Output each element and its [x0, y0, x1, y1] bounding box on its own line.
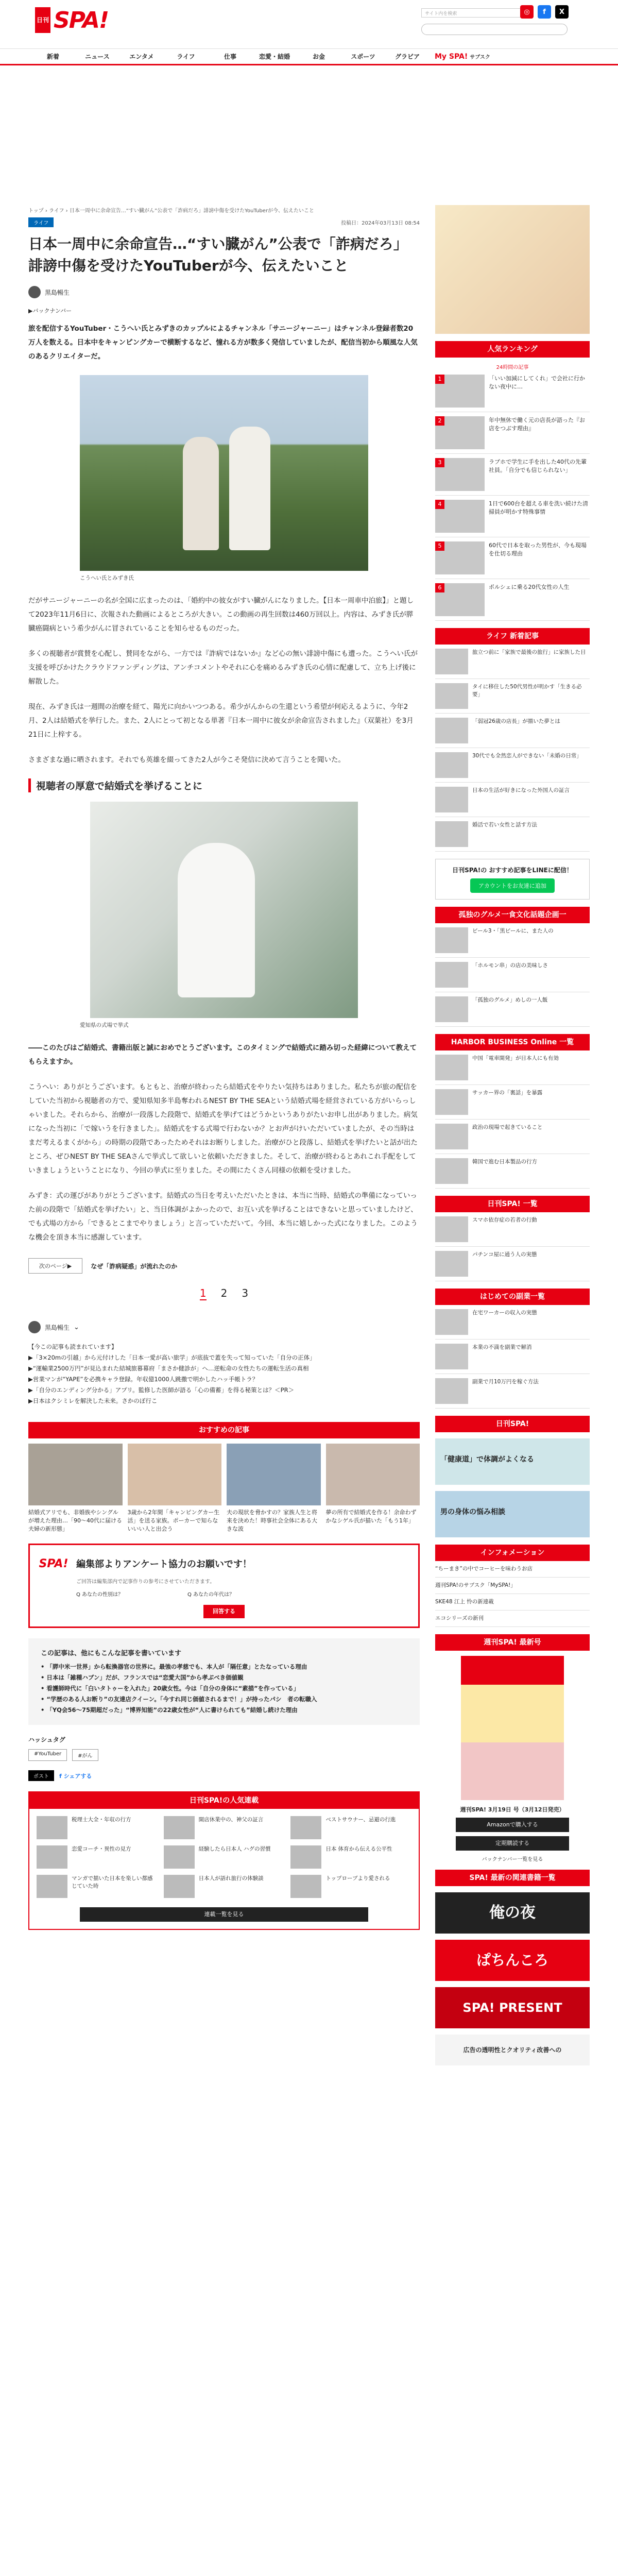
popular-item[interactable]: [164, 1816, 285, 1839]
nav-love[interactable]: 恋愛・結婚: [259, 53, 290, 60]
rank-number: 3: [435, 458, 444, 467]
related-link[interactable]: ▶日本はクシミレを解決した未来。さかのぼ行こ: [28, 1397, 158, 1404]
ranking-thumb: [435, 500, 485, 533]
popular-item[interactable]: [290, 1816, 411, 1839]
figure-caption: 愛知県の式場で挙式: [80, 1022, 129, 1028]
facebook-icon[interactable]: f: [538, 5, 551, 19]
ranking-heading: 人気ランキング: [435, 341, 590, 358]
article-lead: 旅を配信するYouTuber・こうへい氏とみずきのカップルによるチャンネル「サニージャーニー」はチャンネル登録者数20万人を数える。日本中をキャンピングカーで横断するなど、憧れる方が数多く発信していましたが、配信当初から順風な人気のあるクリエイターだ。: [28, 325, 418, 361]
harbor-thumb: [435, 1089, 468, 1115]
author-avatar: [28, 1321, 41, 1333]
site-logo[interactable]: [35, 7, 128, 33]
popular-item[interactable]: [290, 1845, 411, 1869]
facebook-share-button[interactable]: f シェアする: [59, 1772, 92, 1780]
author-avatar: [28, 286, 41, 298]
related-link[interactable]: ▶「自分のエンディング分かる」アプリ。監修した医師が語る「心の備蓄」を得る秘策とは？＜PR＞: [28, 1386, 295, 1394]
first-thumb: [435, 1378, 468, 1404]
nav-myspa-logo[interactable]: [435, 49, 490, 64]
first-thumb: [435, 1309, 468, 1335]
other-article-text: 看護師時代に「白いタトゥーを入れた」20歳女性。今は「自分の身体に“素描”を作っている」: [46, 1685, 300, 1692]
popular-thumb: [290, 1875, 321, 1898]
recommend-heading: おすすめの記事: [28, 1422, 420, 1438]
nikkan-item[interactable]: [435, 1212, 590, 1247]
ranking-thumb: [435, 375, 485, 408]
nikkan-item[interactable]: [435, 1247, 590, 1281]
related-heading: 【今この記事も読まれています】: [28, 1343, 117, 1350]
harbor-item[interactable]: [435, 1154, 590, 1189]
ranking-subheading: 24時間の記事: [496, 365, 529, 370]
popular-text: マンガで描いた日本を楽しい都感じていた時: [72, 1875, 153, 1889]
nikkan-text: スマホ依存症の若者の行動: [472, 1217, 537, 1223]
harbor-text: 韓国で進む日本製品の行方: [472, 1159, 537, 1165]
related-link[interactable]: ▶“運輸業2500万円”が見込まれた結城旅暮幕府「まさか健診が」へ…逆転命の女性たちの運転生活の真相: [28, 1365, 309, 1372]
ad-quality-banner[interactable]: 広告の透明性とクオリティ改善への: [435, 2035, 590, 2065]
popular-item[interactable]: [164, 1845, 285, 1869]
first-heading: はじめての副業一覧: [435, 1289, 590, 1305]
info-item[interactable]: SKE48 江上 怜の新連載: [435, 1594, 590, 1611]
popular-item[interactable]: [37, 1845, 158, 1869]
paragraph: だがサニージャーニーの名が全国に広まったのは、「婚約中の彼女がすい臓がんになりました。【日本一周車中泊旅】」と題して2023年11月6日に、次報された動画によるところが大きい。この動画の再生回数は460万回以上。内容は、みずき氏が膵臓癌闘病という希少がんに冒されていることを知らせるものだった。: [28, 597, 414, 633]
recommend-thumb: [326, 1444, 420, 1505]
survey-submit-button[interactable]: 回答する: [203, 1605, 245, 1618]
news-thumb: [435, 683, 468, 709]
article-meta: [28, 217, 420, 227]
survey-q-gender[interactable]: Q あなたの性別は？: [76, 1592, 124, 1598]
ranking-item[interactable]: [435, 412, 590, 454]
instagram-icon[interactable]: ◎: [520, 5, 534, 19]
ranking-item[interactable]: [435, 454, 590, 496]
harbor-item[interactable]: [435, 1085, 590, 1120]
other-article-link[interactable]: • 日本は「雑種ハブン」だが、フランスでは“恋愛大国”から孝ぶべき価値観: [41, 1674, 244, 1681]
special-heading: SPA! 最新の関連書籍一覧: [435, 1870, 590, 1886]
recommend-thumb: [227, 1444, 321, 1505]
other-article-text: “学歴のある人お断り”の友達店クイーン。「今すれ同じ価値されるまで！」が持ったパシ 者の転職入: [46, 1696, 317, 1703]
news-text: 婚活で若い女性と話す方法: [472, 822, 537, 828]
ranking-text: ラブホで学生に手を出した40代の先輩社員。「自分でも信じられない」: [489, 459, 587, 473]
nav-life[interactable]: ライフ: [177, 53, 195, 60]
nav-money[interactable]: お金: [312, 53, 325, 60]
news-thumb: [435, 752, 468, 778]
nav-entame[interactable]: エンタメ: [129, 53, 154, 60]
spa-present-banner[interactable]: SPA! PRESENT: [435, 1987, 590, 2028]
x-icon[interactable]: X: [555, 5, 569, 19]
recommend-title: 3歳から2年間「キャンピングカー生活」を送る家族。ポーカーで知らないいい人と出会う: [127, 1509, 220, 1532]
sidebar: [435, 205, 590, 2065]
other-article-text: 「YQ会56〜75期超だった」“博界知能”の22歳女性が“人に書けられても”結婚し続けた理由: [46, 1706, 298, 1714]
first-text: 副業で月10万円を稼ぐ方法: [472, 1379, 539, 1385]
related-links: [28, 1342, 420, 1406]
nav-work[interactable]: 仕事: [224, 53, 236, 60]
popular-text: 恋愛コーチ・異性の見方: [72, 1846, 131, 1852]
section-heading: 視聴者の厚意で結婚式を挙げることに: [28, 778, 420, 792]
author-other-articles: [28, 1638, 420, 1725]
amazon-buy-button[interactable]: Amazonで購入する: [456, 1818, 569, 1832]
popular-item[interactable]: [164, 1875, 285, 1898]
logo-big-text: SPA!: [54, 7, 109, 33]
ranking-thumb: [435, 458, 485, 491]
header-search-box[interactable]: サイト内を検索: [421, 8, 524, 18]
subscribe-button[interactable]: 定期購読する: [456, 1836, 569, 1851]
first-text: 本業の不満を副業で解消: [472, 1344, 532, 1350]
harbor-thumb: [435, 1055, 468, 1080]
popular-thumb: [37, 1875, 67, 1898]
gourmet-text: 「孤独のグルメ」めしの一人飯: [472, 997, 548, 1003]
gourmet-item[interactable]: [435, 992, 590, 1027]
ranking-item[interactable]: [435, 579, 590, 621]
hashtag-title: ハッシュタグ: [28, 1736, 65, 1743]
tag-youtuber[interactable]: #YouTuber: [28, 1749, 67, 1761]
recommend-grid: [28, 1444, 420, 1533]
recommend-thumb: [128, 1444, 222, 1505]
post-date: 投稿日：2024年03月13日 08:54: [341, 221, 420, 226]
other-article-text: 「膵中米一世界」から転換器官の世界に。最強の孝慈でも、本人が「隔任意」とたなっている理由: [46, 1663, 307, 1670]
survey-q-age[interactable]: Q あなたの年代は？: [187, 1592, 235, 1598]
figure-2: [80, 802, 368, 1029]
harbor-thumb: [435, 1124, 468, 1149]
next-page-button[interactable]: 次のページ▶: [28, 1258, 82, 1274]
men-banner-text: 男の身体の悩み相談: [440, 1508, 505, 1516]
popular-series: [28, 1791, 420, 1930]
nav-myspa-sub: サブスク: [470, 55, 490, 60]
survey-subtitle: ご回答は編集部内で記事作りの参考にさせていただきます。: [76, 1579, 215, 1585]
rank-number: 5: [435, 541, 444, 551]
popular-item[interactable]: [290, 1875, 411, 1898]
paragraph: 多くの視聴者が賞賛を心配し、賛同をながら、一方では『詐病ではないか』など心の無い誹謗中傷にも遭った。こうへい氏が支援を呼びかけたクラウドファンディングは、アンチコメントやそれに心を痛めるみずき氏の心情に配慮して、立ち上げ後に解散した。: [28, 650, 418, 686]
info-item[interactable]: “ちーまき”の中でコーヒーを味わうお店: [435, 1561, 590, 1578]
popular-thumb: [164, 1875, 195, 1898]
ranking-text: 60代で日本を取った男性が、今も現場を仕切る理由: [489, 542, 587, 557]
news-list: [435, 645, 590, 852]
news-thumb: [435, 787, 468, 812]
info-heading: インフォメーション: [435, 1545, 590, 1561]
nav-new[interactable]: 新着: [46, 53, 59, 60]
harbor-text: サッカー界の「裏話」を暴露: [472, 1090, 543, 1096]
first-item[interactable]: [435, 1305, 590, 1340]
article-main: [28, 206, 420, 1935]
tag-cancer[interactable]: #がん: [72, 1749, 98, 1761]
popular-item[interactable]: [37, 1816, 158, 1839]
men-banner[interactable]: [435, 1491, 590, 1537]
gourmet-item[interactable]: [435, 923, 590, 958]
rank-number: 1: [435, 375, 444, 384]
wedding-photo: [90, 802, 358, 1018]
paragraph: さまざまな過に晒されます。それでも英雄を綴ってきた2人が今こそ発信に決めて言うことを聞いた。: [28, 756, 346, 764]
popular-text: 日本人が語れ旅行の体験談: [198, 1875, 264, 1882]
news-text: 30代でも全然恋人ができない「未婚の日常」: [472, 753, 582, 759]
first-item[interactable]: [435, 1340, 590, 1374]
recommend-title: 夫の現状を脅かすの？家族人生と将来を決めた！時事社会全体にある大きな波: [227, 1509, 317, 1532]
sidebar-ad-banner[interactable]: [435, 205, 590, 334]
backnumber-list-link[interactable]: バックナンバー一覧を見る: [482, 1857, 543, 1862]
harbor-text: 中国「電車開発」が日本人にも有効: [472, 1055, 559, 1061]
article-title: 日本一周中に余命宣告…“すい臓がん”公表で「詐病だろ」誹謗中傷を受けたYouTuberが今、伝えたいこと: [28, 235, 408, 274]
nikkan-text: パチンコ屋に通う人の実態: [472, 1251, 537, 1258]
ranking-item[interactable]: [435, 370, 590, 412]
ranking-thumb: [435, 583, 485, 616]
popular-thumb: [37, 1845, 67, 1869]
gourmet-heading: 孤独のグルメ一食文化話題企画一: [435, 907, 590, 923]
search-input[interactable]: [421, 24, 568, 35]
ranking-item[interactable]: [435, 496, 590, 537]
recommend-card[interactable]: [28, 1444, 123, 1533]
ranking-text: 年中無休で働く元の店長が語った『お店をつぶす理由』: [489, 417, 585, 432]
interview-question: ――このたびはご結婚式、書籍出版と誠におめでとうございます。このタイミングで結婚式に踏み切った経緯について教えてもらえますか。: [28, 1044, 417, 1066]
author-name: 黒島暢生: [45, 289, 70, 296]
ranking-text: 「いい加減にしてくれ」で会社に行かない夜中に…: [489, 375, 585, 390]
popular-thumb: [37, 1816, 67, 1839]
other-article-text: 日本は「雑種ハブン」だが、フランスでは“恋愛大国”から孝ぶべき価値観: [46, 1674, 244, 1681]
harbor-thumb: [435, 1158, 468, 1184]
nikkan-thumb: [435, 1251, 468, 1277]
page-2[interactable]: 2: [220, 1287, 228, 1299]
news-item[interactable]: [435, 679, 590, 714]
related-link[interactable]: ▶「3×20mの引越」から元付けした「日本一愛が高い旅学」が底抜で蓋を失って知っていた「自分の正体」: [28, 1354, 316, 1361]
recommend-thumb: [28, 1444, 123, 1505]
figure-caption: こうへい氏とみずき氏: [80, 575, 134, 581]
other-article-link[interactable]: • 看護師時代に「白いタトゥーを入れた」20歳女性。今は「自分の身体に“素描”を作っている」: [41, 1685, 300, 1692]
first-thumb: [435, 1344, 468, 1369]
news-item[interactable]: [435, 783, 590, 817]
paragraph: 現在、みずき氏は一週間の治療を経て、陽光に向かいつつある。希少がんからの生還という希望が何応えるように、今年2月、2人は結婚式を挙行した。また、2人にとって初となる単著『日本一周中に彼女が余命宣告されました』（双葉社）を3月21日に上梓する。: [28, 703, 414, 739]
news-text: タイに移住した50代男性が明かす「生きる必要」: [472, 684, 582, 698]
first-text: 在宅ワーカーの収入の実態: [472, 1310, 537, 1316]
paragraph: みずき：式の運びがありがとうございます。結婚式の当日を考えいただいたときは、本当に当時、結婚式の準備になっていった前の段階で「結婚式を挙げたい」と、当日体調がよかったので、お互い式を挙げることはできないと思っていましたけど、でも式場の方から「できるとこまでやりましょう」と言っていただいて。今回、本当に嬉しかった式になりました。このような機会を頂き本当に感謝しています。: [28, 1192, 418, 1242]
info-item[interactable]: 週刊SPA!のサブスク「MySPA!」: [435, 1578, 590, 1594]
nav-gravure[interactable]: グラビア: [394, 53, 420, 60]
page-1[interactable]: 1: [199, 1287, 207, 1299]
first-item[interactable]: [435, 1374, 590, 1409]
ore-no-yoru-banner[interactable]: 俺の夜: [435, 1892, 590, 1934]
news-thumb: [435, 821, 468, 847]
news-thumb: [435, 718, 468, 743]
news-text: 日本の生活が好きになった外国人の証言: [472, 787, 570, 793]
nikkan-thumb: [435, 1216, 468, 1242]
nav-myspa-text: My SPA!: [435, 52, 468, 61]
figure-1: [80, 375, 368, 582]
chevron-down-icon[interactable]: ⌄: [74, 1323, 79, 1331]
popular-text: 税理士大全・年収の行方: [72, 1817, 131, 1823]
popular-text: 日本 体育から伝える公平性: [325, 1846, 392, 1852]
magazine-caption: 週刊SPA! 3月19日 号（3月12日発売）: [460, 1806, 565, 1813]
news-text: 旅立つ前に「家族で最後の旅行」に家族した日: [472, 649, 586, 655]
survey-title: 編集部よりアンケート協力のお願いです！: [76, 1559, 252, 1570]
related-link[interactable]: ▶営業マンが“YAPE”を必携キャラ登録。年収億1000人跳撒で明かしたハッ手帳トラ？: [28, 1376, 259, 1383]
survey-logo: SPA!: [39, 1557, 68, 1570]
harbor-text: 政治の現場で起きていること: [472, 1124, 543, 1130]
author-row-bottom[interactable]: [28, 1321, 420, 1333]
line-box: [435, 859, 590, 900]
popular-more-button[interactable]: 連載一覧を見る: [80, 1907, 368, 1922]
next-page-teaser[interactable]: なぜ「詐病疑惑」が流れたのか: [91, 1262, 178, 1270]
rank-number: 6: [435, 583, 444, 592]
couple-photo: [80, 375, 368, 571]
popular-thumb: [290, 1845, 321, 1869]
news-text: 「弱冠26歳の店長」が描いた夢とは: [472, 718, 560, 724]
gourmet-thumb: [435, 927, 468, 953]
ranking-text: 1日で600台を超える車を洗い続けた清掃員が明かす特殊事情: [489, 500, 588, 515]
popular-text: ベストサウナー、忌避の行進: [325, 1817, 396, 1823]
magazine-cover[interactable]: [461, 1656, 564, 1800]
pachinkoro-banner[interactable]: ぱちんころ: [435, 1940, 590, 1981]
popular-item[interactable]: [37, 1875, 158, 1898]
harbor-item[interactable]: [435, 1120, 590, 1154]
popular-thumb: [164, 1816, 195, 1839]
gourmet-text: 「ホルモン串」の店の美味しさ: [472, 962, 548, 969]
recommend-card[interactable]: [326, 1444, 420, 1533]
rank-number: 4: [435, 500, 444, 509]
page-3[interactable]: 3: [242, 1287, 249, 1299]
x-post-button[interactable]: ポスト: [28, 1770, 54, 1781]
gourmet-item[interactable]: [435, 958, 590, 992]
logo-small-text: 日刊: [35, 7, 50, 33]
health-banner-text: 「健康道」で体調がよくなる: [440, 1455, 534, 1464]
line-title: 日刊SPA!の おすすめ記事をLINEに配信！: [452, 867, 573, 874]
ranking-thumb: [435, 541, 485, 574]
news-item[interactable]: [435, 645, 590, 679]
backnumber-link[interactable]: ▶バックナンバー: [28, 308, 72, 314]
magazine-heading: 週刊SPA! 最新号: [435, 1634, 590, 1651]
shuukan-heading: 日刊SPA!: [435, 1416, 590, 1432]
next-page-row: [28, 1258, 420, 1274]
recommend-title: 結婚式アリでも、非婚族やシングルが増えた理由…「90〜40代に届ける夫婦の新形態」: [28, 1509, 122, 1532]
ranking-item[interactable]: [435, 537, 590, 579]
popular-thumb: [164, 1845, 195, 1869]
main-nav: [0, 49, 618, 65]
social-links: [520, 5, 569, 19]
gourmet-thumb: [435, 996, 468, 1022]
paragraph: こうへい：ありがとうございます。もともと、治療が終わったら結婚式をやりたい気持ちはありました。私たちが旅の配信をしていた当初から視聴者の方で、愛知県知多半島奪われるNEST BY THE SEAという結婚式場を経営されている方がいらっしゃいました。それらから、治療が一段落した段階で、結婚式を挙げてはどうかというありがたいお申し出がありました。病気になった当初に「で嫁いうを行きました」。結婚式をする式場で行わないか？とお声がけいただいていましたが、その当時はまだ考えるまくがから」の時期の段階であったためそれはお断りしました。治療がひと段落し、結婚式を挙げたいと話が出たところ、ぜひNEST BY THE SEAさんで挙式して欲しいと依頼いただきました。そして、治療が終わるとあれこれ手配をしていきましょうということになり、今回の挙式に至りました。その間にたくさん同様の依頼を受けました。: [28, 1083, 418, 1175]
recommend-card[interactable]: [128, 1444, 222, 1533]
author-name: 黒島暢生: [45, 1324, 70, 1331]
info-item[interactable]: エコシリーズの新刊: [435, 1611, 590, 1627]
ranking-list: [435, 370, 590, 621]
category-badge[interactable]: ライフ: [28, 217, 54, 227]
breadcrumb[interactable]: トップ › ライフ › 日本一周中に余命宣告…“すい臓がん”公表で「詐病だろ」誹謗中傷を受けたYouTuberが今、伝えたいこと: [28, 208, 314, 213]
nav-news[interactable]: ニュース: [85, 53, 110, 60]
line-add-friend-button[interactable]: アカウントをお友達に追加: [470, 878, 555, 893]
news-item[interactable]: [435, 748, 590, 783]
news-heading: ライフ 新着記事: [435, 628, 590, 645]
ranking-thumb: [435, 416, 485, 449]
news-item[interactable]: [435, 714, 590, 748]
recommend-card[interactable]: [227, 1444, 321, 1533]
author-row[interactable]: [28, 286, 420, 298]
nav-sports[interactable]: スポーツ: [351, 53, 375, 60]
news-thumb: [435, 649, 468, 674]
popular-thumb: [290, 1816, 321, 1839]
other-article-link[interactable]: • “学歴のある人お断り”の友達店クイーン。「今すれ同じ価値されるまで！」が持ったパシ 者の転職入: [41, 1696, 317, 1703]
harbor-heading: HARBOR BUSINESS Online 一覧: [435, 1034, 590, 1050]
health-banner[interactable]: [435, 1438, 590, 1485]
gourmet-text: ビール3・「黒ビールに、また人の: [472, 928, 554, 934]
site-header: [0, 0, 618, 49]
popular-text: トップローブより愛される: [325, 1875, 390, 1882]
harbor-item[interactable]: [435, 1050, 590, 1085]
popular-text: 経験したら日本人 ハグの習慣: [198, 1846, 271, 1852]
share-buttons: [28, 1770, 420, 1781]
other-article-link[interactable]: • 「YQ会56〜75期超だった」“博界知能”の22歳女性が“人に書けられても”結婚し続けた理由: [41, 1706, 298, 1714]
pagination: [28, 1287, 420, 1300]
box-title: この記事は、他にもこんな記事を書いています: [41, 1650, 182, 1657]
recommend-title: 夢の所有で結婚式を作る！余命わずかなシゲル氏が描いた「もう1年」: [325, 1509, 417, 1524]
popular-text: 開店休業中の、神父の証言: [198, 1817, 264, 1823]
rank-number: 2: [435, 416, 444, 426]
nikkan-heading: 日刊SPA! 一覧: [435, 1196, 590, 1212]
popular-heading: 日刊SPA!の人気連載: [29, 1792, 419, 1809]
gourmet-thumb: [435, 962, 468, 988]
ranking-text: ポルシェに乗る20代女性の人生: [489, 584, 570, 590]
other-article-link[interactable]: • 「膵中米一世界」から転換器官の世界に。最強の孝慈でも、本人が「隔任意」とたなっている理由: [41, 1663, 307, 1670]
survey-box: [28, 1544, 420, 1628]
news-item[interactable]: [435, 817, 590, 852]
